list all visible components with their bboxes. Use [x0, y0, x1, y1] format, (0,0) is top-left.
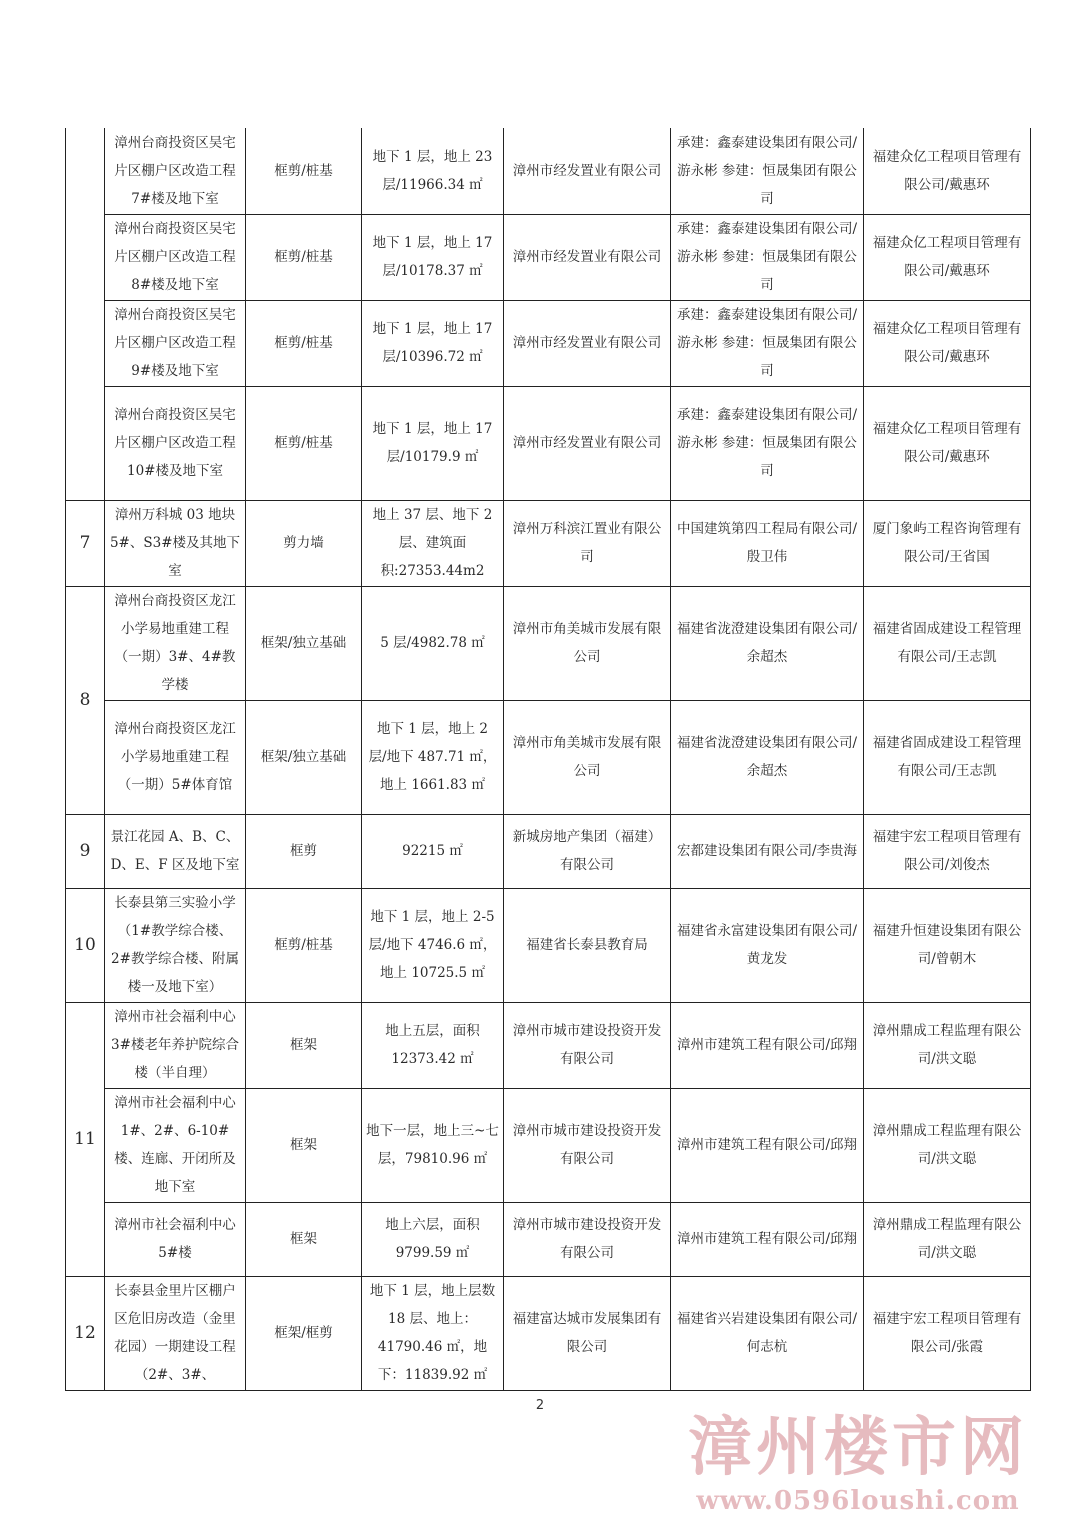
- table-row: [66, 1276, 1031, 1390]
- project-name-cell: 长泰县金里片区棚户区危旧房改造（金里花园）一期建设工程（2#、3#、: [105, 1276, 246, 1390]
- row-number: 11: [66, 1002, 105, 1276]
- contractor-cell: 漳州市建筑工程有限公司/邱翔: [671, 1202, 864, 1276]
- contractor-cell: 宏都建设集团有限公司/李贵海: [671, 814, 864, 888]
- scale-cell: 地上五层，面积 12373.42 ㎡: [362, 1002, 504, 1088]
- developer-cell: 漳州市角美城市发展有限公司: [504, 586, 671, 700]
- structure-cell: 框剪/桩基: [246, 214, 362, 300]
- developer-cell: 漳州市城市建设投资开发有限公司: [504, 1202, 671, 1276]
- contractor-cell: 漳州市建筑工程有限公司/邱翔: [671, 1088, 864, 1202]
- supervisor-cell: 漳州鼎成工程监理有限公司/洪文聪: [864, 1088, 1031, 1202]
- page-number: 2: [535, 1398, 545, 1413]
- structure-cell: 剪力墙: [246, 500, 362, 586]
- row-number: 12: [66, 1276, 105, 1390]
- developer-cell: 福建富达城市发展集团有限公司: [504, 1276, 671, 1390]
- scale-cell: 92215 ㎡: [362, 814, 504, 888]
- project-name-cell: 漳州市社会福利中心 3#楼老年养护院综合楼（半自理）: [105, 1002, 246, 1088]
- scale-cell: 地下 1 层，地上 2 层/地下 487.71 ㎡，地上 1661.83 ㎡: [362, 700, 504, 814]
- structure-cell: 框架/独立基础: [246, 586, 362, 700]
- structure-cell: 框架/框剪: [246, 1276, 362, 1390]
- structure-cell: 框架: [246, 1002, 362, 1088]
- table-row: [66, 586, 1031, 700]
- table-row: [66, 128, 1031, 214]
- table-row: [66, 386, 1031, 500]
- structure-cell: 框剪/桩基: [246, 300, 362, 386]
- table-row: [66, 214, 1031, 300]
- contractor-cell: 福建省兴岩建设集团有限公司/何志杭: [671, 1276, 864, 1390]
- structure-cell: 框剪/桩基: [246, 128, 362, 214]
- developer-cell: 漳州万科滨江置业有限公司: [504, 500, 671, 586]
- contractor-cell: 漳州市建筑工程有限公司/邱翔: [671, 1002, 864, 1088]
- supervisor-cell: 福建升恒建设集团有限公司/曾朝木: [864, 888, 1031, 1002]
- contractor-cell: 承建：鑫泰建设集团有限公司/游永彬 参建：恒晟集团有限公司: [671, 300, 864, 386]
- developer-cell: 漳州市经发置业有限公司: [504, 214, 671, 300]
- structure-cell: 框剪: [246, 814, 362, 888]
- project-name-cell: 漳州台商投资区吴宅片区棚户区改造工程 7#楼及地下室: [105, 128, 246, 214]
- developer-cell: 漳州市角美城市发展有限公司: [504, 700, 671, 814]
- developer-cell: 漳州市城市建设投资开发有限公司: [504, 1088, 671, 1202]
- project-name-cell: 漳州市社会福利中心 5#楼: [105, 1202, 246, 1276]
- scale-cell: 地下一层，地上三~七层，79810.96 ㎡: [362, 1088, 504, 1202]
- supervisor-cell: 福建众亿工程项目管理有限公司/戴惠环: [864, 386, 1031, 500]
- supervisor-cell: 福建众亿工程项目管理有限公司/戴惠环: [864, 214, 1031, 300]
- structure-cell: 框架/独立基础: [246, 700, 362, 814]
- table-row: [66, 888, 1031, 1002]
- row-number: [66, 128, 105, 500]
- project-name-cell: 漳州台商投资区吴宅片区棚户区改造工程 8#楼及地下室: [105, 214, 246, 300]
- contractor-cell: 福建省泷澄建设集团有限公司/余超杰: [671, 586, 864, 700]
- project-table: [65, 128, 1031, 1391]
- supervisor-cell: 福建众亿工程项目管理有限公司/戴惠环: [864, 128, 1031, 214]
- row-number: 8: [66, 586, 105, 814]
- watermark-title: 漳州楼市网: [688, 1410, 1028, 1485]
- supervisor-cell: 漳州鼎成工程监理有限公司/洪文聪: [864, 1202, 1031, 1276]
- contractor-cell: 承建：鑫泰建设集团有限公司/游永彬 参建：恒晟集团有限公司: [671, 386, 864, 500]
- project-name-cell: 漳州台商投资区龙江小学易地重建工程（一期）3#、4#教学楼: [105, 586, 246, 700]
- row-number: 10: [66, 888, 105, 1002]
- project-name-cell: 长泰县第三实验小学（1#教学综合楼、2#教学综合楼、附属楼一及地下室）: [105, 888, 246, 1002]
- table-row: [66, 1002, 1031, 1088]
- developer-cell: 福建省长泰县教育局: [504, 888, 671, 1002]
- table-row: [66, 1202, 1031, 1276]
- row-number: 7: [66, 500, 105, 586]
- structure-cell: 框剪/桩基: [246, 888, 362, 1002]
- contractor-cell: 承建：鑫泰建设集团有限公司/游永彬 参建：恒晟集团有限公司: [671, 128, 864, 214]
- project-name-cell: 漳州市社会福利中心 1#、2#、6-10#楼、连廊、开闭所及地下室: [105, 1088, 246, 1202]
- contractor-cell: 福建省永富建设集团有限公司/黄龙发: [671, 888, 864, 1002]
- project-name-cell: 漳州台商投资区吴宅片区棚户区改造工程 10#楼及地下室: [105, 386, 246, 500]
- supervisor-cell: 福建省固成建设工程管理有限公司/王志凯: [864, 586, 1031, 700]
- developer-cell: 漳州市城市建设投资开发有限公司: [504, 1002, 671, 1088]
- contractor-cell: 福建省泷澄建设集团有限公司/余超杰: [671, 700, 864, 814]
- supervisor-cell: 福建众亿工程项目管理有限公司/戴惠环: [864, 300, 1031, 386]
- structure-cell: 框架: [246, 1202, 362, 1276]
- scale-cell: 地下 1 层，地上 17 层/10178.37 ㎡: [362, 214, 504, 300]
- project-name-cell: 漳州台商投资区吴宅片区棚户区改造工程 9#楼及地下室: [105, 300, 246, 386]
- structure-cell: 框剪/桩基: [246, 386, 362, 500]
- table-row: [66, 814, 1031, 888]
- developer-cell: 新城房地产集团（福建）有限公司: [504, 814, 671, 888]
- project-name-cell: 景江花园 A、B、C、D、E、F 区及地下室: [105, 814, 246, 888]
- project-name-cell: 漳州万科城 03 地块 5#、S3#楼及其地下室: [105, 500, 246, 586]
- developer-cell: 漳州市经发置业有限公司: [504, 128, 671, 214]
- supervisor-cell: 厦门象屿工程咨询管理有限公司/王省国: [864, 500, 1031, 586]
- supervisor-cell: 福建宇宏工程项目管理有限公司/刘俊杰: [864, 814, 1031, 888]
- scale-cell: 地上六层，面积 9799.59 ㎡: [362, 1202, 504, 1276]
- scale-cell: 地下 1 层，地上 2-5 层/地下 4746.6 ㎡，地上 10725.5 ㎡: [362, 888, 504, 1002]
- contractor-cell: 承建：鑫泰建设集团有限公司/游永彬 参建：恒晟集团有限公司: [671, 214, 864, 300]
- row-number: 9: [66, 814, 105, 888]
- developer-cell: 漳州市经发置业有限公司: [504, 300, 671, 386]
- table-row: [66, 300, 1031, 386]
- scale-cell: 地下 1 层，地上 17 层/10396.72 ㎡: [362, 300, 504, 386]
- supervisor-cell: 福建宇宏工程项目管理有限公司/张霞: [864, 1276, 1031, 1390]
- scale-cell: 地下 1 层，地上 17 层/10179.9 ㎡: [362, 386, 504, 500]
- project-name-cell: 漳州台商投资区龙江小学易地重建工程（一期）5#体育馆: [105, 700, 246, 814]
- developer-cell: 漳州市经发置业有限公司: [504, 386, 671, 500]
- watermark-url: www.0596loushi.com: [696, 1486, 1020, 1516]
- table-row: [66, 700, 1031, 814]
- supervisor-cell: 福建省固成建设工程管理有限公司/王志凯: [864, 700, 1031, 814]
- scale-cell: 地下 1 层，地上 23 层/11966.34 ㎡: [362, 128, 504, 214]
- table-row: [66, 500, 1031, 586]
- scale-cell: 地下 1 层，地上层数 18 层、地上：41790.46 ㎡，地下：11839.92 ㎡: [362, 1276, 504, 1390]
- structure-cell: 框架: [246, 1088, 362, 1202]
- site-watermark: [688, 1410, 1028, 1522]
- scale-cell: 5 层/4982.78 ㎡: [362, 586, 504, 700]
- table-row: [66, 1088, 1031, 1202]
- scale-cell: 地上 37 层、地下 2 层、建筑面积:27353.44m2: [362, 500, 504, 586]
- contractor-cell: 中国建筑第四工程局有限公司/殷卫伟: [671, 500, 864, 586]
- supervisor-cell: 漳州鼎成工程监理有限公司/洪文聪: [864, 1002, 1031, 1088]
